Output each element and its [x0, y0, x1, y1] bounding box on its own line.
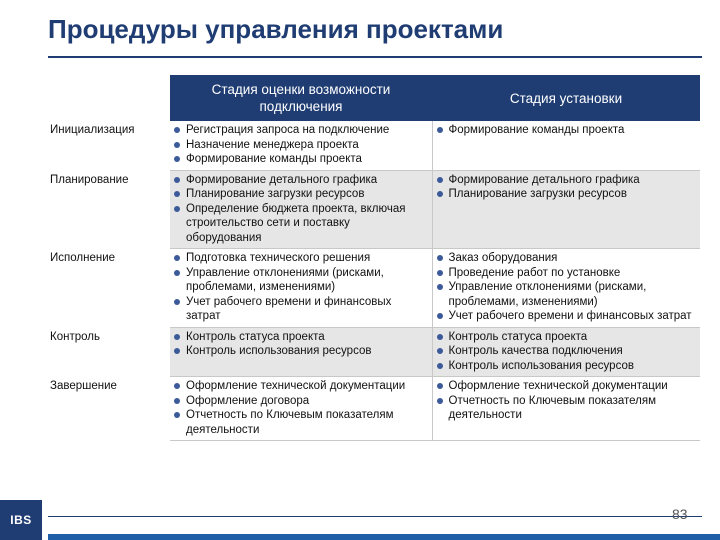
- bullet-dot-icon: [174, 299, 180, 305]
- bullet-dot-icon: [437, 334, 443, 340]
- bullet-list: [170, 123, 432, 167]
- row-label: Инициализация: [48, 121, 170, 170]
- list-item-text: Проведение работ по установке: [448, 266, 621, 279]
- table-row: [48, 121, 700, 170]
- header-assessment-stage: Стадия оценки возможности подключения: [170, 75, 432, 121]
- bullet-dot-icon: [437, 255, 443, 261]
- list-item-text: Формирование команды проекта: [186, 153, 362, 165]
- list-item-text: Отчетность по Ключевым показателям деятельности: [448, 394, 656, 421]
- assessment-cell: [170, 377, 432, 441]
- list-item-text: Заказ оборудования: [448, 252, 558, 264]
- list-item-text: Контроль качества подключения: [448, 345, 623, 357]
- list-item: [433, 359, 697, 374]
- footer-rule: [48, 516, 702, 517]
- bullet-dot-icon: [174, 398, 180, 404]
- list-item-text: Контроль использования ресурсов: [186, 345, 372, 357]
- list-item: [433, 187, 697, 202]
- bullet-list: [170, 173, 432, 246]
- bullet-dot-icon: [174, 334, 180, 340]
- installation-cell: [432, 249, 700, 328]
- bullet-dot-icon: [437, 177, 443, 183]
- list-item: [433, 251, 697, 266]
- header-blank-cell: [48, 75, 170, 121]
- bullet-dot-icon: [174, 177, 180, 183]
- table-body: [48, 121, 700, 441]
- list-item: [170, 394, 428, 409]
- list-item: [433, 330, 697, 345]
- table-header-row: [48, 75, 700, 121]
- bullet-dot-icon: [437, 270, 443, 276]
- table-row: [48, 327, 700, 377]
- list-item: [433, 173, 697, 188]
- list-item-text: Оформление договора: [186, 394, 310, 407]
- bullet-dot-icon: [174, 270, 180, 276]
- bullet-dot-icon: [174, 191, 180, 197]
- bullet-dot-icon: [437, 348, 443, 354]
- ibs-logo: IBS: [0, 500, 42, 540]
- bullet-dot-icon: [437, 127, 443, 133]
- list-item-text: Контроль использования ресурсов: [448, 359, 634, 372]
- procedures-table: [48, 75, 700, 441]
- list-item: [433, 266, 697, 281]
- row-label: Планирование: [48, 170, 170, 249]
- list-item: [170, 187, 428, 202]
- row-label: Контроль: [48, 327, 170, 377]
- installation-cell: [432, 170, 700, 249]
- assessment-cell: [170, 249, 432, 328]
- list-item-text: Контроль статуса проекта: [448, 330, 588, 343]
- bullet-dot-icon: [437, 284, 443, 290]
- bullet-list: [433, 251, 701, 324]
- list-item: [170, 173, 428, 188]
- footer-bar: [48, 534, 720, 540]
- bullet-list: [433, 173, 701, 202]
- list-item-text: Определение бюджета проекта, включая строительство сети и поставку оборудования: [186, 202, 406, 244]
- list-item-text: Назначение менеджера проекта: [186, 138, 359, 151]
- list-item: [170, 379, 428, 394]
- bullet-dot-icon: [174, 127, 180, 133]
- list-item: [433, 379, 697, 394]
- row-label: Исполнение: [48, 249, 170, 328]
- list-item: [170, 266, 428, 295]
- list-item-text: Оформление технической документации: [186, 380, 406, 392]
- list-item: [170, 295, 428, 324]
- table-row: [48, 249, 700, 328]
- page-number: 83: [672, 506, 688, 522]
- title-rule: [48, 56, 702, 58]
- list-item: [170, 123, 428, 138]
- page-title: Процедуры управления проектами: [48, 14, 504, 44]
- table-row: [48, 170, 700, 249]
- list-item-text: Учет рабочего времени и финансовых затрат: [448, 310, 692, 322]
- list-item-text: Управление отклонениями (рисками, проблемами, изменениями): [186, 266, 384, 293]
- bullet-dot-icon: [174, 412, 180, 418]
- assessment-cell: [170, 170, 432, 249]
- bullet-dot-icon: [174, 156, 180, 162]
- list-item-text: Планирование загрузки ресурсов: [186, 188, 365, 200]
- list-item-text: Управление отклонениями (рисками, проблемами, изменениями): [448, 281, 647, 308]
- bullet-list: [433, 123, 701, 138]
- bullet-dot-icon: [437, 383, 443, 389]
- list-item: [433, 309, 697, 324]
- list-item-text: Учет рабочего времени и финансовых затрат: [186, 295, 392, 322]
- list-item: [170, 251, 428, 266]
- list-item-text: Оформление технической документации: [448, 380, 668, 392]
- header-installation-stage: Стадия установки: [432, 75, 700, 121]
- assessment-cell: [170, 121, 432, 170]
- bullet-list: [170, 379, 432, 437]
- bullet-list: [433, 379, 701, 423]
- list-item: [433, 123, 697, 138]
- list-item-text: Формирование детального графика: [448, 173, 640, 186]
- installation-cell: [432, 327, 700, 377]
- list-item: [170, 344, 428, 359]
- list-item: [433, 280, 697, 309]
- list-item-text: Формирование детального графика: [186, 173, 378, 186]
- bullet-dot-icon: [174, 255, 180, 261]
- table-row: [48, 377, 700, 441]
- list-item-text: Отчетность по Ключевым показателям деятельности: [186, 409, 394, 436]
- list-item: [170, 138, 428, 153]
- bullet-list: [433, 330, 701, 374]
- bullet-dot-icon: [174, 206, 180, 212]
- list-item: [170, 152, 428, 167]
- assessment-cell: [170, 327, 432, 377]
- list-item: [170, 202, 428, 246]
- list-item-text: Формирование команды проекта: [448, 124, 625, 136]
- installation-cell: [432, 121, 700, 170]
- bullet-list: [170, 330, 432, 359]
- bullet-dot-icon: [174, 383, 180, 389]
- list-item: [170, 330, 428, 345]
- bullet-dot-icon: [174, 348, 180, 354]
- list-item-text: Планирование загрузки ресурсов: [448, 188, 627, 200]
- bullet-dot-icon: [437, 363, 443, 369]
- list-item-text: Контроль статуса проекта: [186, 330, 325, 343]
- list-item-text: Регистрация запроса на подключение: [186, 124, 390, 136]
- list-item-text: Подготовка технического решения: [186, 252, 371, 264]
- bullet-list: [170, 251, 432, 324]
- installation-cell: [432, 377, 700, 441]
- row-label: Завершение: [48, 377, 170, 441]
- list-item: [433, 394, 697, 423]
- bullet-dot-icon: [174, 142, 180, 148]
- bullet-dot-icon: [437, 191, 443, 197]
- list-item: [170, 408, 428, 437]
- list-item: [433, 344, 697, 359]
- bullet-dot-icon: [437, 313, 443, 319]
- bullet-dot-icon: [437, 398, 443, 404]
